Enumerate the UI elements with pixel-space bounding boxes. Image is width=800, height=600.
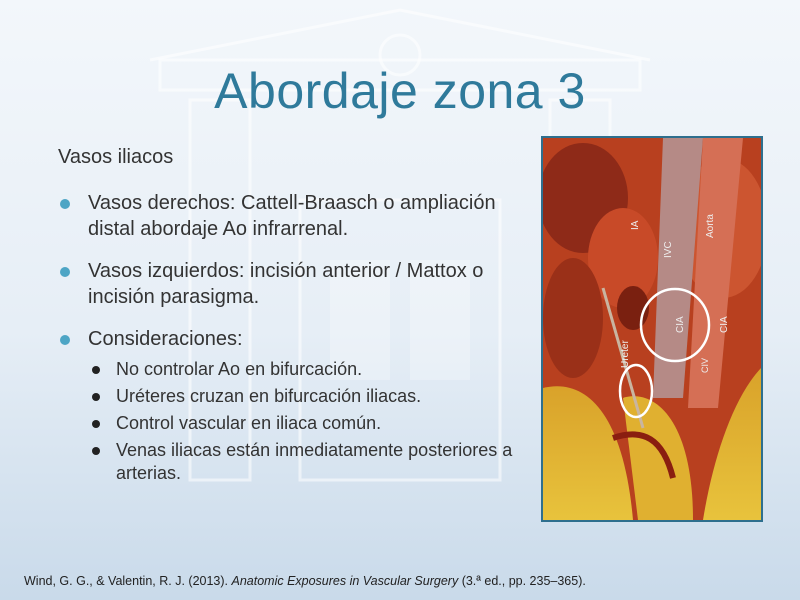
- citation: [24, 574, 586, 588]
- bullet-item: [58, 190, 538, 242]
- sub-bullet-item: [58, 439, 538, 485]
- sub-bullet-text: No controlar Ao en bifurcación.: [116, 359, 363, 379]
- label-cia-right: CIA: [719, 316, 730, 333]
- slide-title: Abordaje zona 3: [214, 63, 586, 119]
- citation-book-title: Anatomic Exposures in Vascular Surgery: [231, 574, 459, 588]
- bullet-list: [58, 190, 538, 489]
- label-cia-left: CIA: [675, 316, 686, 333]
- sub-bullet-text: Control vascular en iliaca común.: [116, 413, 382, 433]
- surgical-photo: [541, 136, 763, 522]
- citation-details: (3.ª ed., pp. 235–365).: [458, 574, 586, 588]
- sub-bullet-text: Uréteres cruzan en bifurcación iliacas.: [116, 386, 422, 406]
- bullet-dot-icon: [60, 199, 70, 209]
- bullet-text: Vasos derechos: Cattell-Braasch o ampliación distal abordaje Ao infrarrenal.: [88, 192, 496, 240]
- sub-bullet-dot-icon: [92, 447, 100, 455]
- sub-bullet-dot-icon: [92, 366, 100, 374]
- sub-bullet-item: [58, 412, 538, 435]
- bullet-dot-icon: [60, 267, 70, 277]
- bullet-item: [58, 326, 538, 352]
- label-ivc: IVC: [663, 241, 674, 258]
- slide-subtitle: Vasos iliacos: [58, 146, 174, 168]
- label-aorta: Aorta: [705, 214, 716, 238]
- bullet-text: Vasos izquierdos: incisión anterior / Mattox o incisión parasigma.: [88, 260, 484, 308]
- sub-bullet-dot-icon: [92, 420, 100, 428]
- citation-authors: Wind, G. G., & Valentin, R. J. (2013).: [24, 574, 232, 588]
- sub-bullet-item: [58, 358, 538, 381]
- label-civ: CIV: [700, 357, 710, 373]
- bullet-item: [58, 258, 538, 310]
- surgical-photo-illustration: [543, 138, 761, 520]
- label-ia: IA: [630, 220, 641, 230]
- label-ureter: Ureter: [620, 340, 631, 368]
- sub-bullet-text: Venas iliacas están inmediatamente posteriores a arterias.: [116, 440, 513, 483]
- bullet-text: Consideraciones:: [88, 328, 243, 350]
- sub-bullet-item: [58, 385, 538, 408]
- sub-bullet-dot-icon: [92, 393, 100, 401]
- bullet-dot-icon: [60, 335, 70, 345]
